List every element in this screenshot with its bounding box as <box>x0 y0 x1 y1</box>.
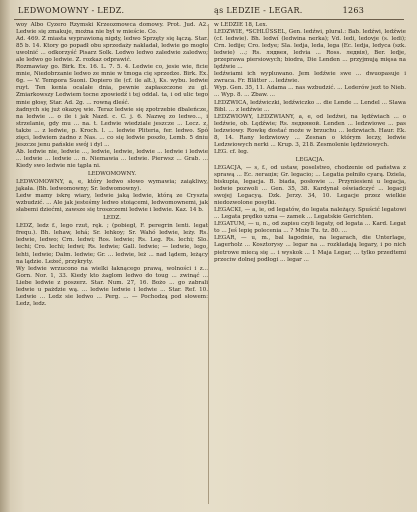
right-paragraph: LEDZWIE, *SCHLÜSSEL, Gen. ledźwi, plural.: Bab. ledźwi, ledźwie (cf. ledwie). Bh. ledwí (ledwina nerka); Vd. ledi, ledovje (s. ledi); Crn. ledije; Cro. ledye; Sla. ledja, leda, lega (Ec. ledja, ledyca (szk. ledwie) ...; Rs. лядвея, ledvia ... Ross. ледвiя), Ber. ledje, przeprawa piersiowych; biodra, Die Lenden ... przyjmują mięsa na lędźwie ... <box>214 29 406 71</box>
header-rule <box>14 19 404 20</box>
left-running-head: LEDWOMOWNY - LEDZ. <box>18 6 125 15</box>
left-paragraph: żadnych się już okazyę wie. Teraz ledwie się zpotrzebie dbaleńcze, na ledwie ... o ile i jak Nazd. c. C. j. 6. Nazwę zo ledwo..., i strzelanie, gdy mu ... na. t. Ledwie wiedziale jeszcze ... Lecz. z, także ... z ledwie, p. Kroch. l. ... ledwie Pliteria, fer. ledwo. Spó zięci, ledwiem żadno z Nas. ... co się ledwie poszło, Lemb. 5 dniu jeszcze jenu pańskie swój i dyl ... <box>16 106 208 148</box>
right-paragraph: LEG. cf. łeg. <box>214 148 249 155</box>
column-divider <box>208 24 209 504</box>
right-paragraph: LEGAR, — u, m., bal łagodnie, na legarach, die Unterlage, Lagerholz ... Kosztorysy ... legar na ... rozkładają legary, i po nich pietrowe miecą się ... i wyskok ... 1 Maja Legar, ... tylko przedtemi przeciw dolnej podłogi ... legar ... <box>214 235 406 263</box>
left-paragraph: Ad. 469. Z miasta wyprawioną nigdy, ledwo Sprzęty się łączą. Star. 85 b. 14. Ktory go popadł obu sprzedaży nakładał, ledwie go mogło uwolnić ... odkorzyść Pisarz Solk. Ledwo ledwo zaledwie zaledwo; ale ledwo go ledwie. Z. rozkaz odprawić. <box>16 36 208 64</box>
entry-heading: LEDWOMOWNY. <box>87 170 137 177</box>
right-paragraph: ledźwiami ich wypluwano. Jem ledźwie swe ... dwuopasuje i zwraca. Fr. Blätter ... ledźwie. <box>214 71 406 85</box>
left-paragraph: Wy ledwie wrzucono na wielki łaknącego prawą, wolności i z... Gorn. Nor. 1, 33. Kiedy kto żaglom ledwo do toug ... zwinąć ... Liebe ledwie z poszerz. Star. Num. 27, 16. Bożo ... go zabrali ledwie u pażdzie wą. ... ledwie ledwie i ledwie ... Star. Ref. 10. Ledwie ... Ledz sie ledwo ... Perg. ... — Pochodzą pod słowem: Ledz, ledz. <box>16 265 208 307</box>
right-column <box>214 22 406 264</box>
right-running-head <box>214 6 364 18</box>
left-paragraph: LEDZ, ledz f., lego rzut, ręk. ; (pobiegł, F. peregrin lenti. legat frequ.). Bh. lehaw, lehá; Sr. lehkoy; Sr. Wahó ledwie, leży. Rs. ledwie, ledwo; Crn. ledwi; Ros. ledwie; Rs. Leg. Rs. lechi; Slo. lechi; Cro. lechi; ledwi; Rs. ledwie; Gall. ledwie; — ledwie, lego, lehti, ledwie; Dalm. ledwie; Gr. ... ledwie, leż ... nad lądem, leżący na lądzie. Leżeć, przykryty. <box>16 223 208 265</box>
left-paragraph: Rozmawiay go. Birk. Ex. 16. L. 7. 5. 4. Ledwie co, jesie wie, ficie mnie, Niedobrzanie ledwo ze mnie w tmoga cię sprzedze. Birk. Ex. 6g. — V. Tempora Suoni. Dopiero ile (cf. ile alt.), Ks. wybu. ledwie ruyt. Ten kenia ocalałe dnia, pewnie zapłaszczone zu gl. Zmiarkowszy Ledwiem tocne zpowiedź i tej oddal. ta, i od ulic tego mnie głosy, Star. Ad. 2g. ... rowną dleść. <box>16 64 208 106</box>
left-paragraph: woy Albo Cyzero Rzymski Krzeozmowca domowy. Prot. Jud. A2. Ledwie się zmakuje, można nie był w mieście. Co. <box>16 22 208 36</box>
right-head-title: ąs LEDZIE - LEGAR. <box>214 6 303 15</box>
right-paragraph: LEGATUM, — u, n., od zapisu czyli legaty, od legata ... Kard. Legat to ... Jeś lepię polecenia ... ? Mnie Tu. tz. 80. ... <box>214 221 406 235</box>
left-paragraph: Ledw mamy iskrę wiary, ledwie jaką ledwie, którą ze Cryszta wzbudzić. ... Ale jak jesteśmy ledwo stoiącemi, ledwomownemi, jak słabemi dziećmi, zawsze się troszczemi ledwie i ledwie. Kaz. 14 b. <box>16 193 208 214</box>
left-paragraph: LEDWOMOWNY, a, e, który ledwo słowo wymawia; zaiąkliwy, jąkała. (Bh. ledwomowny; Sr. ledwomowny). <box>16 179 208 193</box>
left-paragraph: Ab. ledwie nie, ledwie ..., ledwie, ledwie, ledwie ... ledwie i ledwie ... ledwie ... ledwie ... n. Niemawia ... ledwie. Pierwsz ... Grab. ... Kiedy swo ledwie nie tąpla ni. <box>16 148 208 169</box>
right-paragraph: LEGACJA, — s, f., od ustaw, poselstwo, chodzenie od państwa z sprawą ... Ec. легацiя; Gr. legacio; ... Legatia pełniło cyarą. Dziela, biskupia, legacja. B. biada, posłowie ... Przyniesieni u legacja, ledwie pozwoli ... Gen. 35, 38. Kardynał oświadczyć ... legacji swojej Legacyą. Dzk. Jerzy. 34, 10. Legacje przez wielkie niedozwolone posyłki. <box>214 164 406 207</box>
right-paragraph: LEGACKI, — a, ie, od legatów, do legata należący. Spuścić legatowi ... Legata prędko uzna — zamek ... Legatskie Gerichten. <box>214 207 406 221</box>
right-paragraph: LEDZWIOWY, LEDZWIANY, a, e, od ledźwi, na lędźwiach ... o ledźwie, ob. Lędźwie; Rs. ледвяной. Lenden ... ledzwiowe ... pas ledzwiowy. Rowkę dostać może w brzuchu ... ledzwiach. Haur. Ek. 8, 14. Rany ledzwiowy ... Zesnan o którym leczy, ledwie Ledzwiowych nerki ... Krup. 3, 218. Zesmolenie lędżwiowych. <box>214 113 406 148</box>
right-paragraph: w LEDZIE 18, Lex. <box>214 22 268 28</box>
entry-heading: LEGACJA. <box>295 156 325 163</box>
right-paragraph: Wyp. Gen. 35, 11. Adama ... nas wzbudzić. ... Lederów jezt to Nieb. ... Wyp. 8. ... Zbaw. ... <box>214 85 406 99</box>
right-paragraph: LEDZWICA, ledźwiczki, ledźwiczko ... die Lende ... Lendel ... Slawa Bibl. ... z ledźwie ... <box>214 99 406 113</box>
book-gutter <box>0 0 10 512</box>
page-number: 1263 <box>342 6 365 15</box>
left-column <box>16 22 208 308</box>
entry-heading: LEDZ. <box>103 215 121 222</box>
